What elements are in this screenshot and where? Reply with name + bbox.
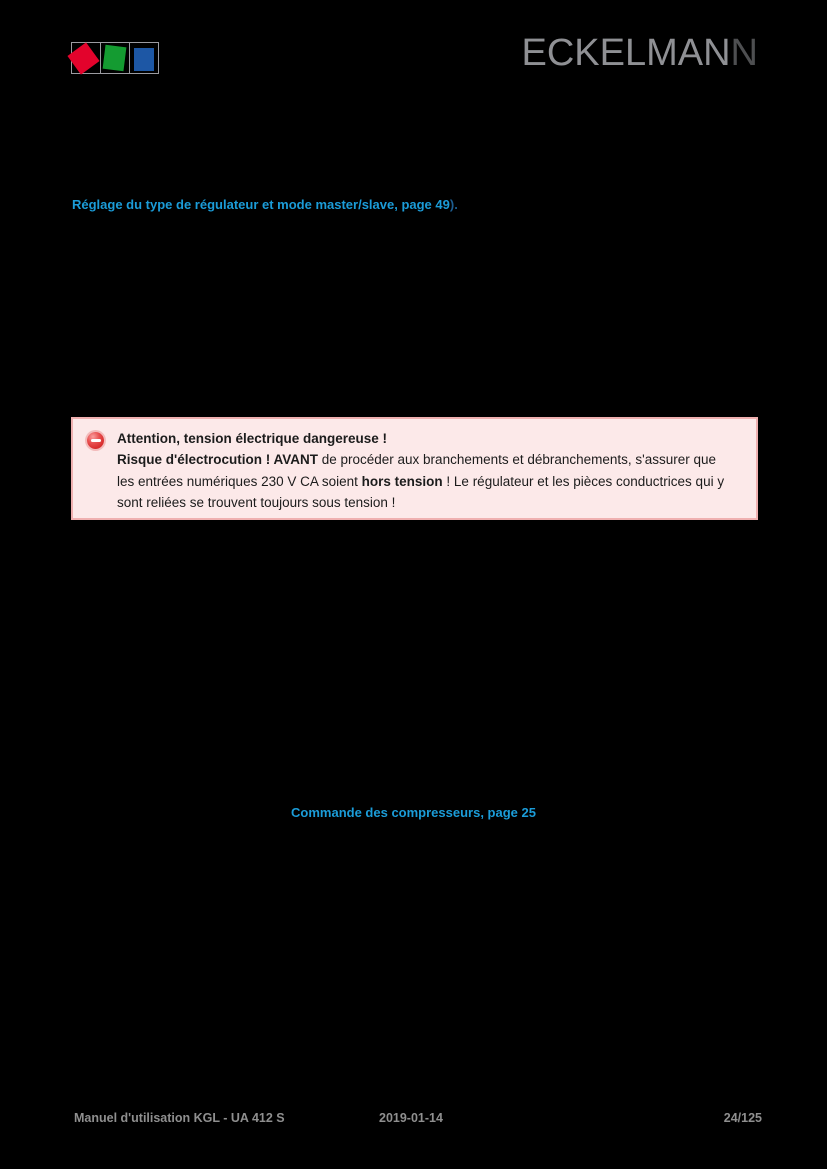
no-entry-icon — [87, 432, 104, 449]
electrical-warning-box — [71, 417, 758, 520]
warning-text-segment: les entrées numériques 230 V CA soient — [117, 473, 362, 489]
logo-blue-square-icon — [134, 48, 154, 71]
footer-manual-title: Manuel d'utilisation KGL - UA 412 S — [74, 1111, 285, 1125]
footer-date: 2019-01-14 — [379, 1111, 443, 1125]
regulator-link-suffix: ). — [449, 197, 458, 212]
brand-wordmark-last-letter: N — [730, 32, 758, 74]
warning-text-segment: hors tension — [361, 473, 443, 489]
logo-cell-red — [71, 42, 101, 74]
logo-cell-green — [100, 42, 130, 74]
brand-wordmark — [521, 34, 758, 72]
logo-red-square-icon — [67, 42, 99, 74]
warning-text-segment: de procéder aux branchements et débranchements, s'assurer que — [317, 452, 717, 468]
warning-line — [117, 471, 724, 492]
warning-line — [117, 492, 724, 513]
warning-text-segment: sont reliées se trouvent toujours sous tension ! — [117, 494, 396, 510]
regulator-settings-link-line — [72, 197, 458, 212]
logo-green-square-icon — [103, 45, 127, 71]
warning-text-segment: Attention, tension électrique dangereuse ! — [117, 431, 388, 446]
eckelmann-logo-mark — [71, 42, 159, 74]
compressor-control-link-line — [0, 805, 827, 820]
logo-cell-blue — [129, 42, 159, 74]
warning-text-segment: ! Le régulateur et les pièces conductrices qui y — [442, 473, 725, 489]
warning-line — [117, 428, 724, 449]
compressor-control-link[interactable]: Commande des compresseurs, page 25 — [291, 805, 536, 820]
warning-text — [117, 428, 724, 513]
warning-line — [117, 449, 724, 470]
brand-wordmark-main: ECKELMAN — [521, 32, 731, 74]
warning-text-segment: Risque d'électrocution ! AVANT — [117, 452, 318, 468]
footer-page-number: 24/125 — [723, 1111, 762, 1125]
regulator-settings-link[interactable]: Réglage du type de régulateur et mode master/slave, page 49 — [72, 197, 450, 212]
